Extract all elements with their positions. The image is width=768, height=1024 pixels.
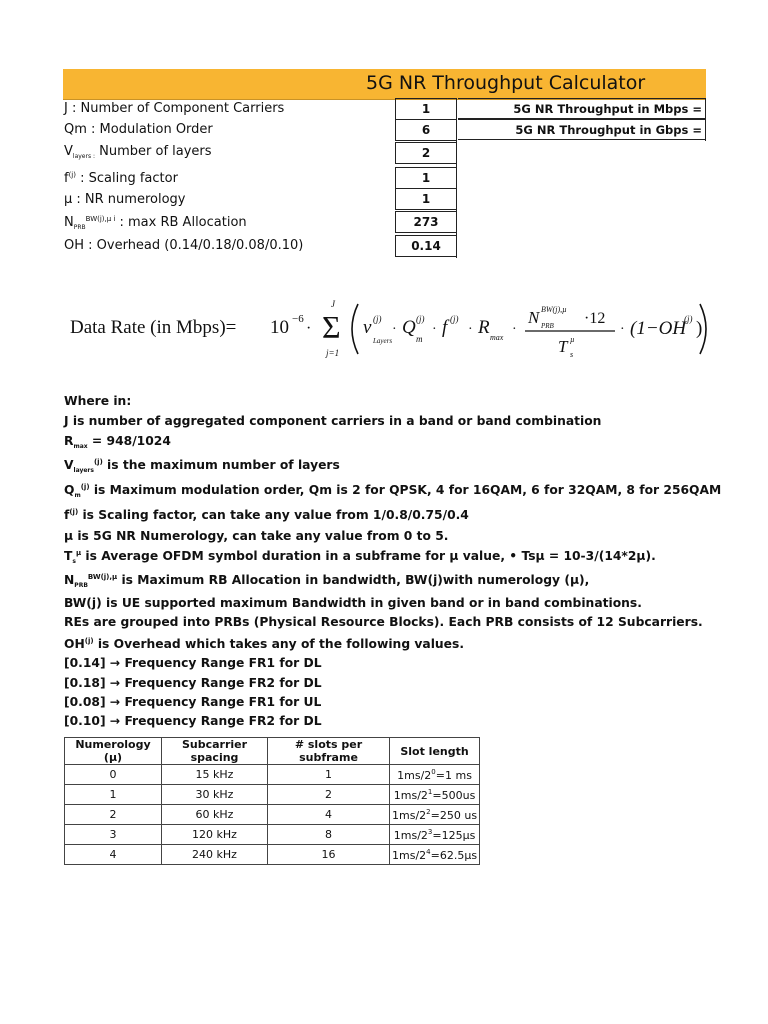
notes-text: OH [64,637,85,651]
notes-line [64,549,656,565]
rb-allocation-input[interactable]: 273 [395,211,457,233]
notes-text: = 948/1024 [87,434,171,448]
notes-sup: (j) [93,458,103,466]
table-cell: 15 kHz [162,765,268,785]
notes-line [64,637,464,651]
table-cell [390,765,480,785]
param-label-text: Number of layers [95,144,212,159]
slot-exp: 1 [427,787,433,796]
notes-sup: (j) [69,508,79,516]
param-label-text: µ : NR numerology [64,192,186,207]
notes-sub: PRB [74,582,88,589]
param-label-rb-allocation [64,215,247,231]
table-row [65,845,480,865]
table-cell [390,845,480,865]
formula-r: R [478,317,490,338]
notes-sub: max [73,443,88,450]
formula-exponent: −6 [292,313,304,325]
formula-t-sup: µ [570,335,575,344]
notes-sup: (j) [84,637,94,645]
notes-sub: m [74,492,81,499]
param-label-scaling [64,171,178,186]
slot-base: 1ms/2 [392,848,427,862]
param-label-text: J : Number of Component Carriers [64,101,285,116]
formula-oh: (1−OH [630,318,687,339]
table-header-row [65,738,480,765]
param-label-numerology [64,192,185,207]
value-column-line [456,98,457,258]
slot-base: 1ms/2 [393,828,428,842]
formula-dot: · [512,322,517,337]
overhead-input[interactable]: 0.14 [395,235,457,257]
numerology-input[interactable]: 1 [395,188,457,210]
table-cell: 2 [65,805,162,825]
param-label-layers [64,144,212,160]
formula-t-sub: s [570,350,574,359]
param-label-text: : max RB Allocation [115,215,247,230]
slot-exp: 2 [426,807,431,816]
param-label-text: f [64,171,69,186]
title-bar [63,69,706,100]
notes-text: is Average OFDM symbol duration in a subframe for µ value, • Tsµ = 10-3/(14*2µ). [81,549,656,563]
notes-text: is Scaling factor, can take any value from 1/0.8/0.75/0.4 [78,508,469,522]
formula-lhs: Data Rate (in Mbps)= [70,317,237,338]
notes-sub: s [72,558,76,565]
param-label-sub: PRB [73,224,86,231]
table-cell: 1 [65,785,162,805]
table-cell: 120 kHz [162,825,268,845]
table-cell: 16 [268,845,390,865]
slot-base: 1ms/2 [393,788,428,802]
slot-value: =125µs [432,828,476,842]
notes-heading: Where in: [64,394,132,408]
notes-line: BW(j) is UE supported maximum Bandwidth in given band or in band combinations. [64,596,642,610]
formula-q-sub: m [416,334,423,344]
formula-oh-sup: (j) [684,314,693,324]
table-row [65,785,480,805]
notes-text: V [64,458,74,472]
notes-sup: µ [75,549,82,557]
formula-q-sup: (j) [416,314,425,324]
scaling-factor-input[interactable]: 1 [395,167,457,189]
notes-line: [0.10] → Frequency Range FR2 for DL [64,714,322,728]
formula-q: Q [402,317,416,338]
modulation-order-input[interactable]: 6 [395,119,457,141]
table-cell: 8 [268,825,390,845]
carriers-input[interactable]: 1 [395,98,457,120]
table-cell: 2 [268,785,390,805]
notes-line: [0.14] → Frequency Range FR1 for DL [64,656,322,670]
formula-f: f [442,317,448,338]
slot-base: 1ms/2 [397,768,432,782]
table-row [65,765,480,785]
table-cell: 1 [268,765,390,785]
param-label-text: N [64,215,74,230]
table-header: Subcarrier spacing [162,738,268,765]
formula-r-sub: max [490,333,504,342]
notes-text: T [64,549,73,563]
formula-dot: · [392,322,397,337]
notes-line [64,483,721,499]
param-label-sub: layers : [72,153,96,160]
param-label-text: Qm : Modulation Order [64,122,213,137]
slot-exp: 4 [426,847,431,856]
slot-value: =62.5µs [430,848,478,862]
table-cell: 240 kHz [162,845,268,865]
notes-sub: layers [73,467,94,474]
table-cell [390,785,480,805]
notes-sup: (j) [80,483,90,491]
table-header: # slots per subframe [268,738,390,765]
table-cell: 3 [65,825,162,845]
formula-n-sup: BW(j),µ [541,305,567,314]
slot-exp: 0 [431,767,436,776]
param-label-sup: (j) [68,171,76,179]
notes-text: is Maximum modulation order, Qm is 2 for QPSK, 4 for 16QAM, 6 for 32QAM, 8 for 256QAM [89,483,722,497]
notes-text: R [64,434,74,448]
formula-v: v [363,317,372,338]
table-cell: 60 kHz [162,805,268,825]
table-row [65,825,480,845]
notes-text: is Maximum RB Allocation in bandwidth, BW(j)with numerology (µ), [117,573,590,587]
formula-n: N [528,308,540,327]
param-label-text: OH : Overhead (0.14/0.18/0.08/0.10) [64,238,304,253]
table-row [65,805,480,825]
notes-line [64,508,469,522]
param-label-text: V [64,144,73,159]
left-paren [352,304,358,354]
param-label-modulation [64,122,213,137]
notes-text: is Overhead which takes any of the following values. [93,637,465,651]
table-header: Numerology (µ) [65,738,162,765]
formula-n-sub: PRB [541,322,554,330]
formula-f-sup: (j) [450,314,459,324]
formula-factor: 10 [270,317,289,338]
sum-bottom: j=1 [326,348,340,358]
table-cell: 4 [65,845,162,865]
notes-line [64,573,589,589]
sum-symbol: Σ [322,309,341,345]
slot-value: =1 ms [435,768,472,782]
table-cell: 30 kHz [162,785,268,805]
formula-twelve: ·12 [584,310,606,327]
param-label-carriers [64,101,284,116]
notes-line: [0.08] → Frequency Range FR1 for UL [64,695,322,709]
notes-line [64,458,340,474]
param-label-text: : Scaling factor [76,171,178,186]
data-rate-formula [70,298,710,360]
notes-text: N [64,573,75,587]
page-title: 5G NR Throughput Calculator [366,72,646,94]
notes-line [64,434,171,450]
notes-sup: BW(j),µ [87,573,118,581]
formula-dot: · [306,320,312,337]
formula-dot: · [620,322,625,337]
table-header: Slot length [390,738,480,765]
table-cell [390,825,480,845]
notes-line: J is number of aggregated component carriers in a band or band combination [64,414,602,428]
throughput-mbps-label: 5G NR Throughput in Mbps = [458,98,706,119]
numerology-table [64,737,480,865]
formula-v-sub: Layers [373,337,393,345]
table-cell: 0 [65,765,162,785]
notes-text: is the maximum number of layers [102,458,340,472]
notes-text: f [64,508,70,522]
formula-t: T [558,337,568,356]
slot-value: =250 us [430,808,478,822]
sum-top: J [331,299,335,309]
formula-oh-close: ) [696,318,703,339]
table-cell: 4 [268,805,390,825]
notes-line: [0.18] → Frequency Range FR2 for DL [64,676,322,690]
param-label-sup: BW(j),µ i [85,215,116,223]
formula-v-sup: (j) [373,314,382,324]
formula-dot: · [468,322,473,337]
formula-dot: · [432,322,437,337]
layers-input[interactable]: 2 [395,142,457,164]
notes-line: REs are grouped into PRBs (Physical Resource Blocks). Each PRB consists of 12 Subcarriers. [64,615,703,629]
slot-exp: 3 [427,827,433,836]
table-cell [390,805,480,825]
slot-base: 1ms/2 [392,808,427,822]
param-label-overhead [64,238,303,253]
throughput-gbps-label: 5G NR Throughput in Gbps = [458,119,706,140]
notes-text: Q [64,483,75,497]
slot-value: =500us [432,788,476,802]
notes-line: µ is 5G NR Numerology, can take any value from 0 to 5. [64,529,449,543]
